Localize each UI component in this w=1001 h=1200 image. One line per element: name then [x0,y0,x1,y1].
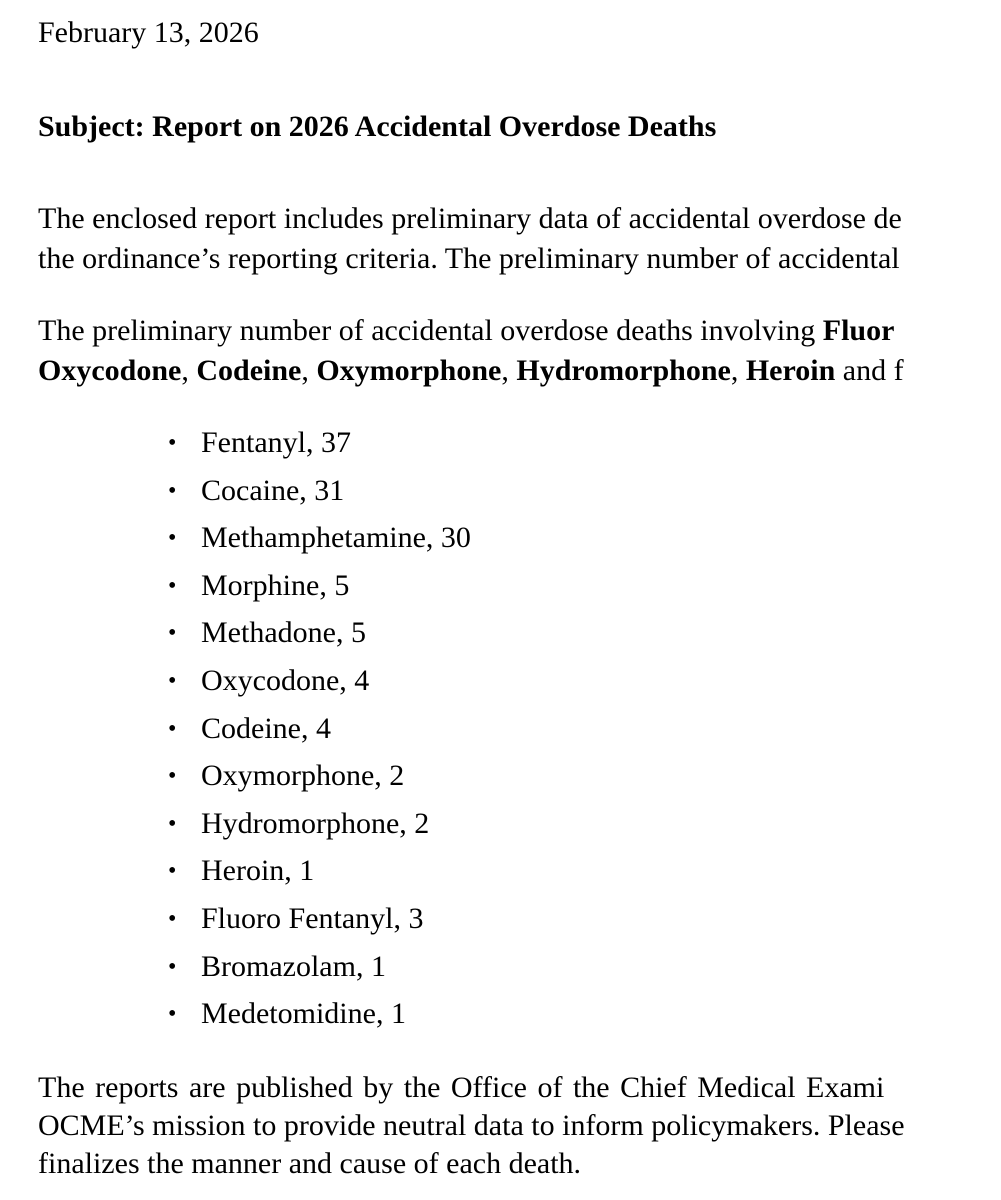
list-item [168,519,471,567]
bullet-icon: • [168,620,177,647]
substance-label: Oxymorphone, 2 [201,759,405,793]
list-item [168,757,471,805]
paragraph-3-line-2: OCME’s mission to provide neutral data to inform policymakers. Please [38,1109,905,1142]
list-item [168,948,471,996]
list-item [168,710,471,758]
paragraph-3-line-3: finalizes the manner and cause of each death. [38,1147,582,1180]
bullet-icon: • [168,572,177,599]
paragraph-1-line-2: the ordinance’s reporting criteria. The preliminary number of accidental [38,242,900,275]
separator-text: , [730,354,746,387]
list-item [168,662,471,710]
separator-text: , [181,354,197,387]
substance-label: Cocaine, 31 [201,473,345,507]
drug-name-bold: Heroin [745,354,836,387]
bullet-icon: • [168,858,177,885]
substance-label: Fluoro Fentanyl, 3 [201,901,424,935]
bullet-icon: • [168,905,177,932]
drug-name-bold: Hydromorphone [516,354,731,387]
letter-subject: Subject: Report on 2026 Accidental Overdose Deaths [38,110,717,143]
separator-text: , [301,354,317,387]
bullet-icon: • [168,715,177,742]
drug-name-bold: Oxycodone [38,354,182,387]
substance-label: Medetomidine, 1 [201,997,406,1031]
paragraph-2-line-1-bold: Fluor [822,314,895,347]
substance-list [168,424,471,1043]
bullet-icon: • [168,810,177,837]
letter-date: February 13, 2026 [38,16,259,49]
list-item [168,900,471,948]
separator-text: , [501,354,517,387]
bullet-icon: • [168,667,177,694]
list-item [168,472,471,520]
drug-name-bold: Codeine [196,354,302,387]
substance-label: Fentanyl, 37 [201,426,351,459]
paragraph-1-line-1: The enclosed report includes preliminary data of accidental overdose de [38,202,902,235]
paragraph-2-line-2 [38,352,904,390]
list-item [168,614,471,662]
list-item [168,995,471,1043]
separator-text: and f [835,354,904,387]
substance-label: Hydromorphone, 2 [201,806,430,840]
substance-label: Methamphetamine, 30 [201,521,471,555]
list-item [168,852,471,900]
list-item [168,424,471,472]
paragraph-2-line-1 [38,312,894,350]
bullet-icon: • [168,953,177,980]
paragraph-2-line-1-text: The preliminary number of accidental overdose deaths involving [38,314,823,347]
bullet-icon: • [168,525,177,552]
list-item [168,567,471,615]
list-item [168,805,471,853]
bullet-icon: • [168,1001,177,1028]
substance-label: Methadone, 5 [201,616,366,650]
substance-label: Bromazolam, 1 [201,949,386,983]
substance-label: Codeine, 4 [201,711,331,745]
bullet-icon: • [168,430,177,456]
substance-label: Heroin, 1 [201,854,315,888]
substance-label: Oxycodone, 4 [201,663,370,697]
paragraph-3-line-1: The reports are published by the Office of the Chief Medical Exami [38,1071,885,1104]
drug-name-bold: Oxymorphone [316,354,502,387]
substance-label: Morphine, 5 [201,568,350,602]
bullet-icon: • [168,763,177,790]
bullet-icon: • [168,477,177,504]
